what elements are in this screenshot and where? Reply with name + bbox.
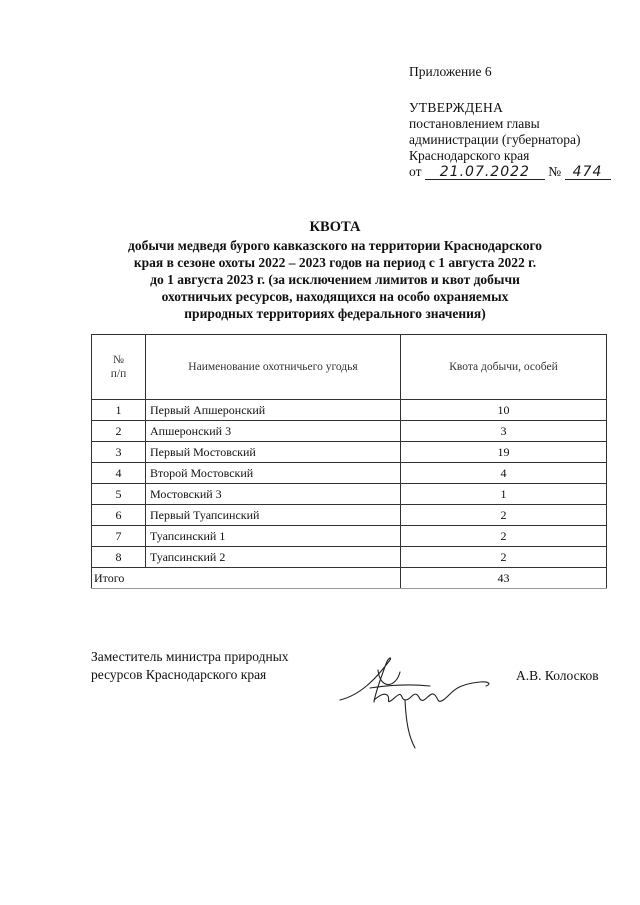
table-row [92, 547, 607, 568]
header-name: Наименование охотничьего угодья [146, 335, 401, 400]
row-quota: 1 [401, 484, 607, 505]
header-quota: Квота добычи, особей [401, 335, 607, 400]
row-num: 4 [92, 463, 146, 484]
row-name: Туапсинский 2 [146, 547, 401, 568]
heading-title: КВОТА [309, 219, 361, 235]
row-num: 1 [92, 400, 146, 421]
row-quota: 4 [401, 463, 607, 484]
total-label: Итого [92, 568, 401, 589]
header-num-abbrev: п/п [110, 368, 127, 380]
row-quota: 2 [401, 547, 607, 568]
total-value: 43 [401, 568, 607, 589]
heading-line-2: края в сезоне охоты 2022 – 2023 годов на период с 1 августа 2022 г. [133, 255, 537, 270]
row-num: 8 [92, 547, 146, 568]
row-name: Второй Мостовский [146, 463, 401, 484]
table-row [92, 505, 607, 526]
heading-line-3: до 1 августа 2023 г. (за исключением лимитов и квот добычи [150, 272, 520, 287]
row-num: 7 [92, 526, 146, 547]
approval-block [409, 64, 634, 180]
table-row [92, 463, 607, 484]
row-name: Первый Мостовский [146, 442, 401, 463]
row-quota: 19 [401, 442, 607, 463]
row-name: Первый Туапсинский [146, 505, 401, 526]
handwritten-number: 474 [565, 165, 611, 180]
row-quota: 2 [401, 526, 607, 547]
table-row [92, 484, 607, 505]
signer-position-line-2: ресурсов Краснодарского края [91, 667, 267, 682]
row-num: 5 [92, 484, 146, 505]
handwritten-date: 21.07.2022 [425, 165, 545, 180]
document-heading [100, 219, 570, 322]
row-name: Первый Апшеронский [146, 400, 401, 421]
approval-date-line [409, 164, 634, 180]
heading-line-5: природных территориях федерального значения) [184, 306, 486, 321]
quota-table [91, 334, 607, 589]
row-name: Апшеронский 3 [146, 421, 401, 442]
table-header-row [92, 335, 607, 400]
row-num: 2 [92, 421, 146, 442]
row-quota: 2 [401, 505, 607, 526]
row-name: Мостовский 3 [146, 484, 401, 505]
heading-line-1: добычи медведя бурого кавказского на территории Краснодарского [128, 238, 542, 253]
heading-line-4: охотничьих ресурсов, находящихся на особо охраняемых [161, 289, 509, 304]
approval-line-2: администрации (губернатора) [409, 132, 581, 147]
table-row [92, 526, 607, 547]
table-row [92, 421, 607, 442]
row-name: Туапсинский 1 [146, 526, 401, 547]
approval-line-1: постановлением главы [409, 116, 540, 131]
date-prefix: от [409, 164, 422, 179]
row-num: 3 [92, 442, 146, 463]
table-row [92, 442, 607, 463]
signer-name: А.В. Колосков [516, 668, 599, 683]
annex-label: Приложение 6 [409, 64, 492, 79]
table-row [92, 400, 607, 421]
header-num [92, 335, 146, 400]
row-quota: 10 [401, 400, 607, 421]
row-quota: 3 [401, 421, 607, 442]
number-prefix: № [548, 164, 562, 179]
approval-line-3: Краснодарского края [409, 148, 530, 163]
signer-position-line-1: Заместитель министра природных [91, 649, 289, 664]
handwritten-signature [330, 640, 500, 750]
approved-label: УТВЕРЖДЕНА [409, 100, 504, 115]
table-total-row [92, 568, 607, 589]
row-num: 6 [92, 505, 146, 526]
signer-position [91, 648, 289, 684]
header-num-symbol: № [113, 354, 124, 366]
